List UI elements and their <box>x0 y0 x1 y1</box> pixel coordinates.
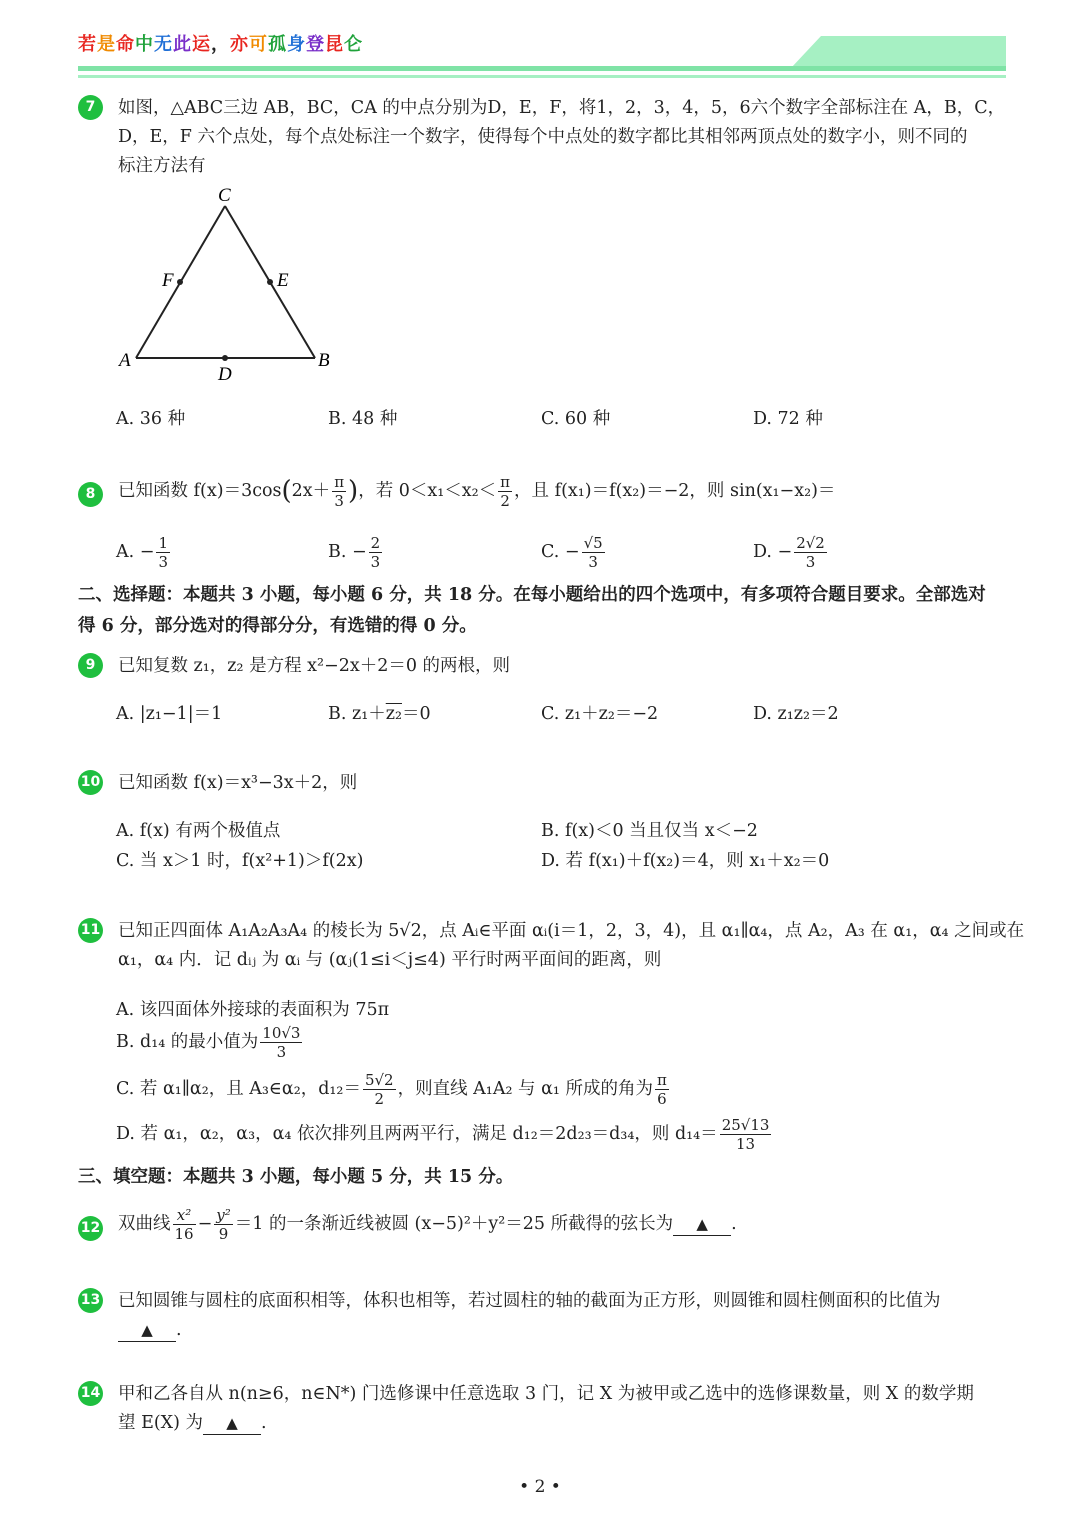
fraction-numerator: y² <box>216 1206 231 1224</box>
fraction-numerator: 2√2 <box>796 534 825 552</box>
paren-close: ) <box>348 476 359 506</box>
question-text <box>118 1287 941 1345</box>
question-number-badge: 10 <box>78 770 103 795</box>
label-f: F <box>162 270 174 291</box>
fraction-denominator: 3 <box>370 553 381 571</box>
label-b: B <box>318 350 330 371</box>
fraction-denominator: 3 <box>158 553 168 571</box>
option-d: D. 72 种 <box>753 409 823 429</box>
motto-char: 无 <box>154 34 173 55</box>
option-label: D. − <box>753 542 793 562</box>
point-d <box>222 355 228 361</box>
text-segment: . <box>261 1413 267 1433</box>
paren-open: ( <box>281 476 292 506</box>
option-b: B. 48 种 <box>328 409 398 429</box>
option-c: C. z₁＋z₂＝−2 <box>541 704 659 724</box>
motto-char: 登 <box>306 34 325 55</box>
question-number-badge: 9 <box>78 653 103 678</box>
fraction <box>332 473 346 510</box>
motto-char: 可 <box>249 34 268 55</box>
fraction-numerator: 25√13 <box>721 1116 770 1134</box>
conjugate-term: z₂ <box>385 704 402 724</box>
question-number-badge: 13 <box>78 1288 103 1313</box>
question-text <box>118 917 1024 975</box>
question-number-badge: 12 <box>78 1216 103 1241</box>
option-label: D. 若 α₁，α₂，α₃，α₄ 依次排列且两两平行，满足 d₁₂＝2d₂₃＝d₃₄，则 d₁₄＝ <box>116 1124 718 1144</box>
fraction <box>173 1206 196 1243</box>
label-c: C <box>218 185 231 206</box>
fraction-numerator: 1 <box>158 534 168 552</box>
option-d <box>753 534 829 571</box>
option-a: A. 36 种 <box>116 409 186 429</box>
triangle-diagram <box>112 182 342 387</box>
option-d: D. z₁z₂＝2 <box>753 704 839 724</box>
header-rule <box>78 66 1006 71</box>
question-text <box>118 473 835 510</box>
motto-char: ， <box>211 34 230 55</box>
question-line <box>118 1409 974 1438</box>
option-a <box>116 534 172 571</box>
motto-char: 命 <box>116 34 135 55</box>
text-segment: ，若 0＜x₁＜x₂＜ <box>358 481 497 501</box>
text-segment: 望 E(X) 为 <box>118 1413 204 1433</box>
label-a: A <box>119 350 131 371</box>
option-label: B. z₁＋ <box>328 704 386 724</box>
label-e: E <box>277 270 289 291</box>
fraction <box>369 534 383 571</box>
section-line: 三、填空题：本题共 3 小题，每小题 5 分，共 15 分。 <box>78 1167 514 1187</box>
option-c <box>116 1071 671 1108</box>
text-segment: . <box>731 1214 737 1234</box>
motto-char: 昆 <box>325 34 344 55</box>
question-line: α₁，α₄ 内．记 dᵢⱼ 为 αᵢ 与 (αⱼ(1≤i＜j≤4) 平行时两平面间的距离，则 <box>118 950 662 970</box>
motto-char: 亦 <box>230 34 249 55</box>
option-b <box>116 1024 304 1061</box>
fraction-denominator: 2 <box>500 492 510 510</box>
option-b <box>328 700 431 725</box>
question-number-badge: 7 <box>78 95 103 120</box>
text-segment: ＝0 <box>401 704 431 724</box>
text-segment: − <box>197 1214 213 1234</box>
text-segment: 双曲线 <box>118 1214 171 1234</box>
option-a: A. |z₁−1|＝1 <box>116 704 223 724</box>
motto-char: 孤 <box>268 34 287 55</box>
fraction-denominator: 3 <box>588 553 598 571</box>
option-label: B. − <box>328 542 367 562</box>
text-segment: . <box>176 1320 182 1340</box>
fraction-denominator: 6 <box>657 1090 667 1108</box>
fraction <box>214 1206 233 1243</box>
question-line: D，E，F 六个点处，每个点处标注一个数字，使得每个中点处的数字都比其相邻两顶点处的数字小，则不同的 <box>118 127 968 147</box>
fraction-denominator: 9 <box>218 1225 229 1243</box>
fraction-denominator: 2 <box>374 1090 385 1108</box>
header-motto <box>78 30 363 56</box>
question-text <box>118 94 1005 181</box>
option-label: C. 若 α₁∥α₂，且 A₃∈α₂，d₁₂＝ <box>116 1079 361 1099</box>
fraction-numerator: x² <box>173 1206 196 1225</box>
header-tab-decoration <box>791 36 1006 68</box>
section-line: 二、选择题：本题共 3 小题，每小题 6 分，共 18 分。在每小题给出的四个选项中，有多项符合题目要求。全部选对 <box>78 585 986 605</box>
question-text: 已知函数 f(x)＝x³−3x＋2，则 <box>118 773 358 793</box>
text-segment: ，则直线 A₁A₂ 与 α₁ 所成的角为 <box>397 1079 653 1099</box>
option-b <box>328 534 384 571</box>
fraction-denominator: 3 <box>276 1043 287 1061</box>
question-text <box>118 1206 737 1243</box>
question-text: 已知复数 z₁，z₂ 是方程 x²−2x＋2＝0 的两根，则 <box>118 656 511 676</box>
question-text <box>118 1380 974 1438</box>
page-number: • 2 • <box>519 1477 561 1497</box>
section-heading-3 <box>78 1162 1008 1193</box>
fraction-numerator: 2 <box>370 534 381 552</box>
header-rule-thin <box>78 75 1006 78</box>
option-c: C. 60 种 <box>541 409 611 429</box>
fraction-numerator: 5√2 <box>364 1071 394 1089</box>
question-number-badge: 11 <box>78 918 103 943</box>
question-number-badge: 14 <box>78 1381 103 1406</box>
section-line: 得 6 分，部分选对的得部分分，有选错的得 0 分。 <box>78 616 477 636</box>
fraction <box>260 1024 302 1061</box>
option-label: C. − <box>541 542 580 562</box>
question-line: 已知正四面体 A₁A₂A₃A₄ 的棱长为 5√2，点 Aᵢ∈平面 αᵢ(i＝1，2，3，4)，且 α₁∥α₄，点 A₂，A₃ 在 α₁，α₄ 之间或在 <box>118 921 1025 941</box>
option-d <box>116 1116 773 1153</box>
option-label: B. d₁₄ 的最小值为 <box>116 1032 259 1052</box>
option-c <box>541 534 607 571</box>
fraction <box>363 1071 396 1108</box>
fraction-numerator: π <box>334 473 345 491</box>
motto-char: 仑 <box>344 34 363 55</box>
motto-char: 运 <box>192 34 211 55</box>
text-segment: ＝1 的一条渐近线被圆 (x−5)²＋y²＝25 所截得的弦长为 <box>234 1214 674 1234</box>
fraction-numerator: π <box>500 473 511 491</box>
fraction-numerator: π <box>657 1071 667 1089</box>
fraction-denominator: 13 <box>736 1135 756 1153</box>
fraction <box>156 534 170 571</box>
text-segment: ，且 f(x₁)＝f(x₂)＝−2，则 sin(x₁−x₂)＝ <box>514 481 836 501</box>
fraction-numerator: 10√3 <box>262 1024 301 1042</box>
label-d: D <box>218 364 232 385</box>
option-a: A. 该四面体外接球的表面积为 75π <box>116 1000 390 1020</box>
motto-char: 此 <box>173 34 192 55</box>
answer-blank[interactable]: ▲ <box>118 1319 176 1342</box>
fraction-denominator: 16 <box>174 1225 194 1243</box>
option-label: A. − <box>116 542 155 562</box>
question-line: 如图，△ABC三边 AB，BC，CA 的中点分别为D，E，F，将1，2，3，4，5，6六个数字全部标注在 A，B，C， <box>118 98 1006 118</box>
fraction-numerator: √5 <box>583 534 603 552</box>
section-heading-2 <box>78 580 1008 642</box>
fraction-denominator: 3 <box>334 492 344 510</box>
text-segment: 已知函数 f(x)＝3cos <box>118 481 282 501</box>
page-header <box>78 28 1006 83</box>
fraction <box>498 473 512 510</box>
option-a: A. f(x) 有两个极值点 <box>116 821 281 841</box>
point-f <box>177 279 183 285</box>
question-line: 甲和乙各自从 n(n≥6，n∈N*) 门选修课中任意选取 3 门，记 X 为被甲或乙选中的选修课数量，则 X 的数学期 <box>118 1384 974 1404</box>
text-segment: 2x＋ <box>291 481 331 501</box>
question-line: 标注方法有 <box>118 156 206 176</box>
motto-char: 中 <box>135 34 154 55</box>
fraction <box>582 534 605 571</box>
point-e <box>267 279 273 285</box>
question-line <box>118 1316 941 1345</box>
fraction <box>794 534 827 571</box>
question-number-badge: 8 <box>78 482 103 507</box>
motto-char: 若 <box>78 34 97 55</box>
option-d: D. 若 f(x₁)＋f(x₂)＝4，则 x₁＋x₂＝0 <box>541 851 830 871</box>
answer-blank[interactable]: ▲ <box>203 1412 261 1435</box>
fraction <box>655 1071 669 1108</box>
motto-char: 身 <box>287 34 306 55</box>
fraction <box>720 1116 772 1153</box>
answer-blank[interactable]: ▲ <box>673 1213 731 1236</box>
motto-char: 是 <box>97 34 116 55</box>
fraction-denominator: 3 <box>805 553 816 571</box>
option-c: C. 当 x＞1 时，f(x²+1)＞f(2x) <box>116 851 364 871</box>
option-b: B. f(x)＜0 当且仅当 x＜−2 <box>541 821 758 841</box>
question-line: 已知圆锥与圆柱的底面积相等，体积也相等，若过圆柱的轴的截面为正方形，则圆锥和圆柱侧面积的比值为 <box>118 1291 941 1311</box>
